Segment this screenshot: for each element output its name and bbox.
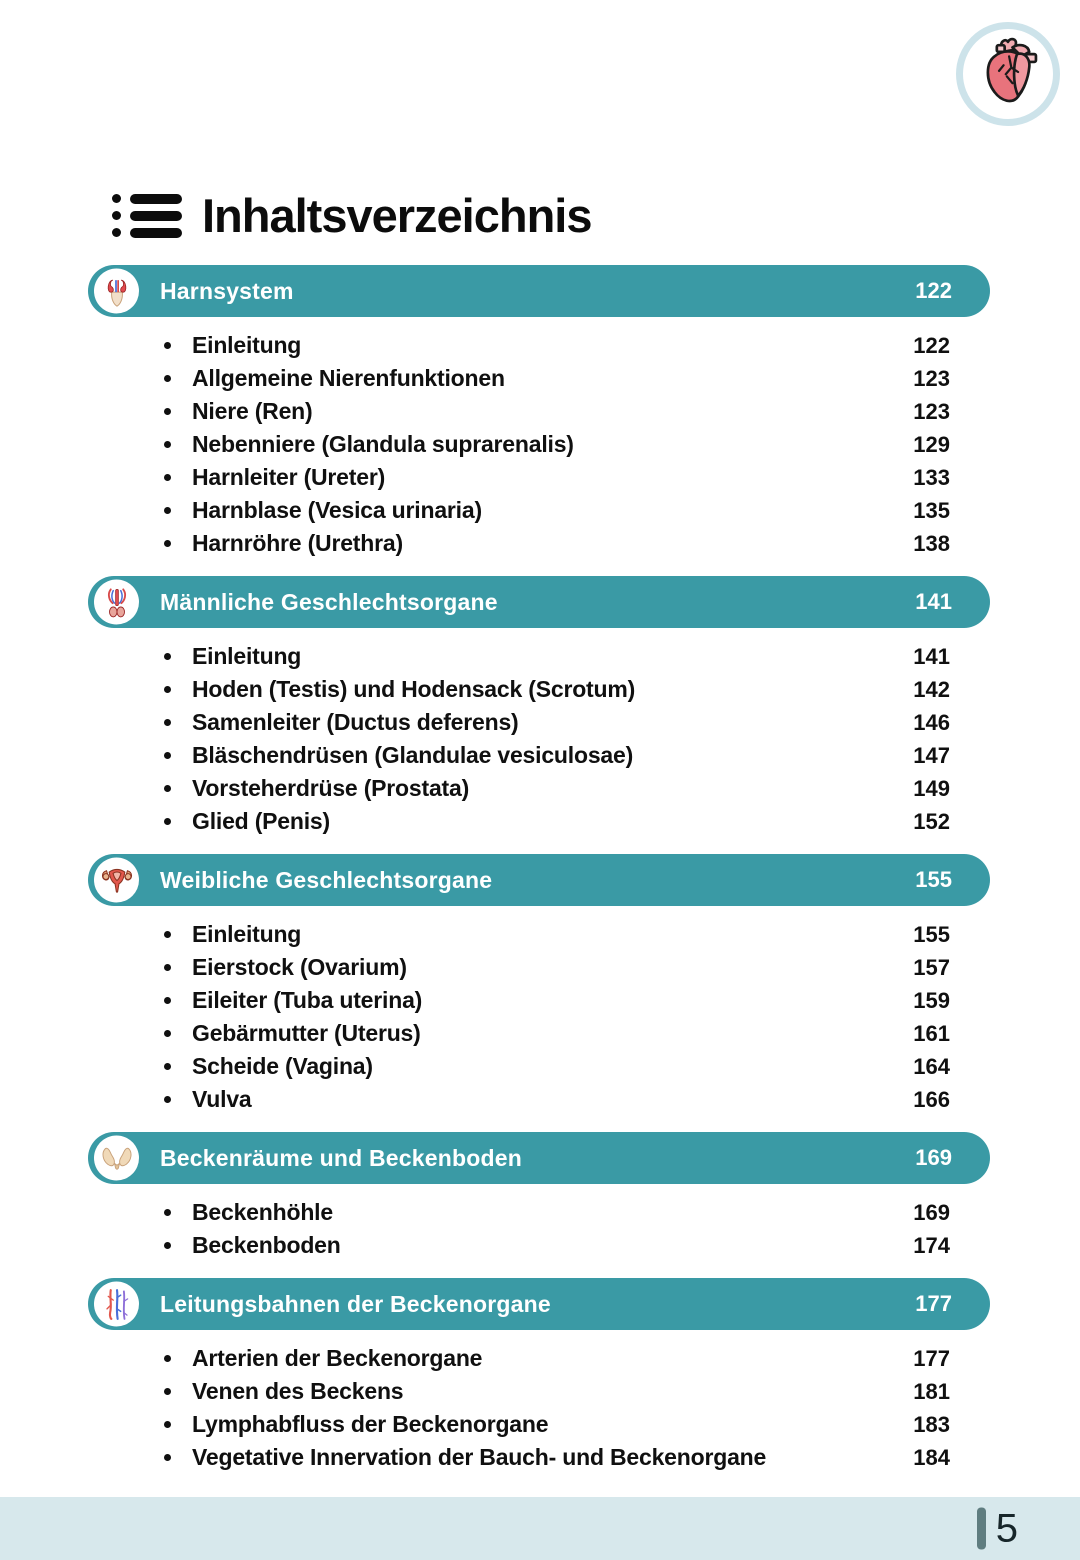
toc-entry-page-number: 159	[913, 987, 950, 1013]
section-items	[88, 1330, 990, 1490]
toc-entry-label: Harnröhre (Urethra)	[192, 530, 403, 556]
section-page-number: 141	[915, 589, 952, 614]
male-organs-icon	[94, 580, 139, 625]
toc-entry-page-number: 169	[913, 1199, 950, 1225]
toc-entry[interactable]	[88, 527, 990, 560]
toc-entry-label: Einleitung	[192, 643, 302, 669]
toc-entry[interactable]	[88, 640, 990, 673]
toc-entry[interactable]	[88, 918, 990, 951]
bullet-icon	[164, 818, 171, 825]
bullet-icon	[164, 1421, 171, 1428]
toc-entry-label: Arterien der Beckenorgane	[192, 1345, 483, 1371]
bullet-icon	[164, 686, 171, 693]
bullet-icon	[164, 752, 171, 759]
toc-entry-label: Hoden (Testis) und Hodensack (Scrotum)	[192, 676, 636, 702]
heart-badge	[956, 22, 1060, 126]
toc-entry[interactable]	[88, 362, 990, 395]
bullet-icon	[164, 342, 171, 349]
toc-entry-label: Beckenhöhle	[192, 1199, 333, 1225]
toc-entry-label: Harnblase (Vesica urinaria)	[192, 497, 482, 523]
toc-entry-page-number: 164	[913, 1053, 950, 1079]
section-header[interactable]	[88, 576, 990, 628]
toc-entry-page-number: 149	[913, 775, 950, 801]
toc-entry[interactable]	[88, 1342, 990, 1375]
section-header[interactable]	[88, 265, 990, 317]
anatomical-heart-icon	[972, 34, 1044, 115]
section-page-number: 177	[915, 1291, 952, 1316]
toc-entry-page-number: 122	[913, 332, 950, 358]
bullet-icon	[164, 1388, 171, 1395]
toc-entry[interactable]	[88, 951, 990, 984]
toc-entry-page-number: 135	[913, 497, 950, 523]
bullet-icon	[164, 964, 171, 971]
bullet-icon	[164, 474, 171, 481]
section-header[interactable]	[88, 1132, 990, 1184]
page-number-divider	[977, 1508, 986, 1550]
bullet-icon	[164, 1209, 171, 1216]
toc-entry-label: Scheide (Vagina)	[192, 1053, 373, 1079]
section-title: Harnsystem	[160, 277, 294, 304]
toc-entry-label: Vorsteherdrüse (Prostata)	[192, 775, 470, 801]
kidney-icon	[94, 269, 139, 314]
toc-entry[interactable]	[88, 329, 990, 362]
toc-entry[interactable]	[88, 461, 990, 494]
page-header	[112, 188, 592, 243]
toc-entry-label: Nebenniere (Glandula suprarenalis)	[192, 431, 574, 457]
toc-entry-page-number: 166	[913, 1086, 950, 1112]
toc-entry-label: Harnleiter (Ureter)	[192, 464, 386, 490]
toc-entry[interactable]	[88, 428, 990, 461]
toc-entry-label: Niere (Ren)	[192, 398, 313, 424]
toc-entry[interactable]	[88, 395, 990, 428]
section-items	[88, 1184, 990, 1278]
toc-entry-page-number: 177	[913, 1345, 950, 1371]
section-items	[88, 628, 990, 854]
toc-entry-label: Allgemeine Nierenfunktionen	[192, 365, 505, 391]
bullet-icon	[164, 997, 171, 1004]
bullet-icon	[164, 1063, 171, 1070]
toc-entry-page-number: 147	[913, 742, 950, 768]
bullet-icon	[164, 1096, 171, 1103]
toc-entry[interactable]	[88, 1050, 990, 1083]
toc-entry-page-number: 157	[913, 954, 950, 980]
section-title: Männliche Geschlechtsorgane	[160, 588, 498, 615]
toc-entry-label: Gebärmutter (Uterus)	[192, 1020, 421, 1046]
toc-entry[interactable]	[88, 1196, 990, 1229]
toc-entry[interactable]	[88, 673, 990, 706]
toc-entry[interactable]	[88, 706, 990, 739]
toc-entry-label: Eierstock (Ovarium)	[192, 954, 407, 980]
pelvis-icon	[94, 1136, 139, 1181]
toc-entry-label: Lymphabfluss der Beckenorgane	[192, 1411, 549, 1437]
toc-entry-page-number: 133	[913, 464, 950, 490]
section-header[interactable]	[88, 854, 990, 906]
toc-entry-label: Venen des Beckens	[192, 1378, 404, 1404]
section-page-number: 169	[915, 1145, 952, 1170]
toc-entry-page-number: 123	[913, 365, 950, 391]
toc-entry-label: Einleitung	[192, 332, 302, 358]
footer	[0, 1497, 1080, 1560]
toc-entry-page-number: 152	[913, 808, 950, 834]
section-page-number: 155	[915, 867, 952, 892]
bullet-icon	[164, 1454, 171, 1461]
bullet-icon	[164, 1030, 171, 1037]
section-items	[88, 906, 990, 1132]
bullet-icon	[164, 507, 171, 514]
bullet-icon	[164, 441, 171, 448]
toc-entry-page-number: 174	[913, 1232, 950, 1258]
uterus-icon	[94, 858, 139, 903]
bullet-icon	[164, 1242, 171, 1249]
toc-entry[interactable]	[88, 494, 990, 527]
page-title: Inhaltsverzeichnis	[202, 189, 592, 242]
toc-entry-page-number: 141	[913, 643, 950, 669]
toc-entry[interactable]	[88, 772, 990, 805]
vessels-icon	[94, 1282, 139, 1327]
toc-entry-page-number: 146	[913, 709, 950, 735]
toc-entry[interactable]	[88, 984, 990, 1017]
toc-entry[interactable]	[88, 1375, 990, 1408]
bullet-icon	[164, 931, 171, 938]
section-header[interactable]	[88, 1278, 990, 1330]
toc-entry-page-number: 155	[913, 921, 950, 947]
toc-entry-label: Vulva	[192, 1086, 252, 1112]
page-number-value: 5	[995, 1506, 1018, 1550]
bullet-icon	[164, 1355, 171, 1362]
page-number	[977, 1506, 1018, 1551]
toc-entry-label: Bläschendrüsen (Glandulae vesiculosae)	[192, 742, 634, 768]
bullet-icon	[164, 719, 171, 726]
toc-entry-page-number: 123	[913, 398, 950, 424]
toc-entry[interactable]	[88, 1083, 990, 1116]
toc-entry[interactable]	[88, 1017, 990, 1050]
toc-entry-label: Vegetative Innervation der Bauch- und Beckenorgane	[192, 1444, 767, 1470]
toc-entry-page-number: 184	[913, 1444, 950, 1470]
toc-entry[interactable]	[88, 1441, 990, 1474]
section-title: Beckenräume und Beckenboden	[160, 1144, 523, 1171]
toc-entry[interactable]	[88, 739, 990, 772]
section-page-number: 122	[915, 278, 952, 303]
toc-entry-page-number: 138	[913, 530, 950, 556]
bullet-icon	[164, 375, 171, 382]
section-title: Leitungsbahnen der Beckenorgane	[160, 1290, 551, 1317]
section-items	[88, 317, 990, 576]
bullet-icon	[164, 653, 171, 660]
toc-entry-page-number: 142	[913, 676, 950, 702]
toc-entry-page-number: 129	[913, 431, 950, 457]
toc-entry-page-number: 181	[913, 1378, 950, 1404]
bullet-icon	[164, 408, 171, 415]
table-of-contents	[88, 265, 990, 1490]
toc-entry[interactable]	[88, 1408, 990, 1441]
toc-entry[interactable]	[88, 805, 990, 838]
toc-entry-label: Eileiter (Tuba uterina)	[192, 987, 423, 1013]
toc-entry-label: Glied (Penis)	[192, 808, 330, 834]
bullet-icon	[164, 785, 171, 792]
toc-entry[interactable]	[88, 1229, 990, 1262]
toc-entry-page-number: 161	[913, 1020, 950, 1046]
toc-entry-label: Samenleiter (Ductus deferens)	[192, 709, 519, 735]
toc-entry-page-number: 183	[913, 1411, 950, 1437]
toc-entry-label: Beckenboden	[192, 1232, 341, 1258]
table-of-contents-icon	[112, 194, 182, 238]
section-title: Weibliche Geschlechtsorgane	[160, 866, 493, 893]
bullet-icon	[164, 540, 171, 547]
toc-entry-label: Einleitung	[192, 921, 302, 947]
